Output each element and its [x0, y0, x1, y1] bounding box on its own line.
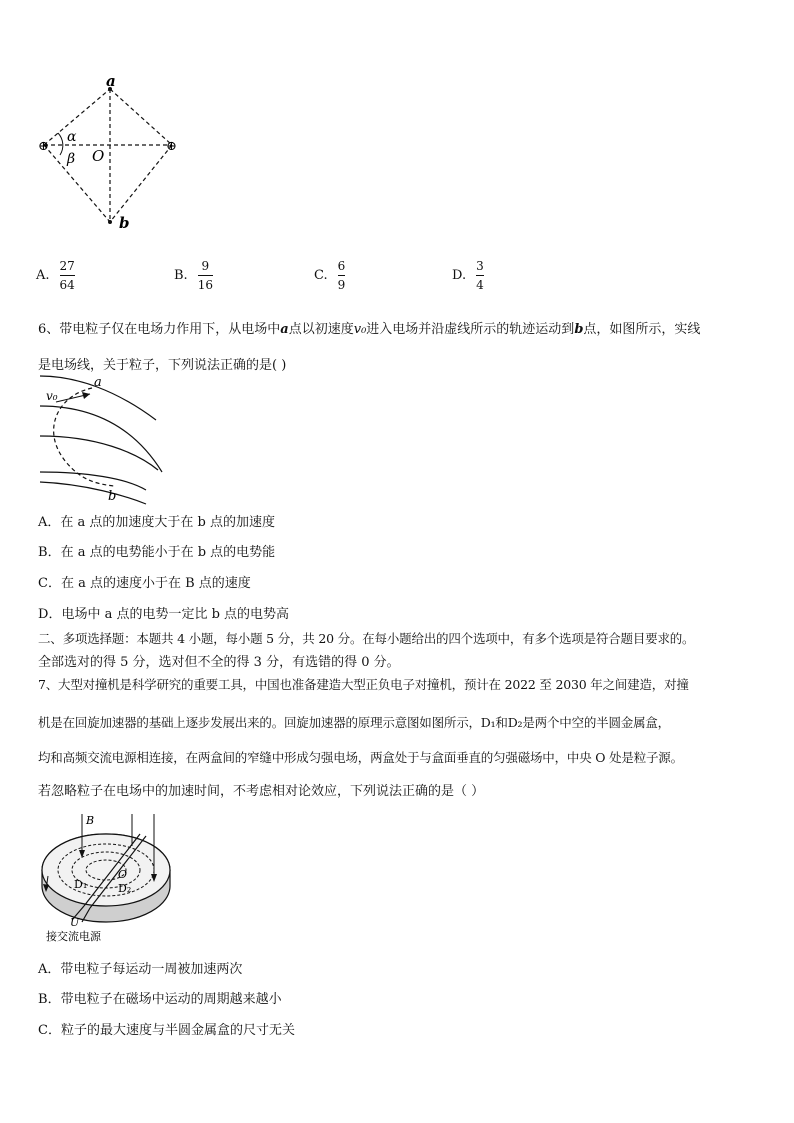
q5-option-d[interactable]: D. $\frac{3}{4}$	[452, 258, 484, 292]
q7-stem-line2: 机是在回旋加速器的基础上逐步发展出来的。回旋加速器的原理示意图如图所示，D₁和D₂是两个中空的半圆金属盒，	[38, 715, 670, 730]
fraction: $\frac{3}{4}$	[476, 258, 484, 292]
q7-stem-line1: 7、大型对撞机是科学研究的重要工具，中国也准备建造大型正负电子对撞机，预计在 2022 至 2030 年之间建造，对撞	[38, 677, 689, 692]
label-B: B	[86, 814, 95, 827]
label-o: O	[92, 147, 105, 165]
fraction: $\frac{27}{64}$	[59, 258, 75, 292]
label-O: O	[118, 868, 128, 881]
fraction: $\frac{9}{16}$	[197, 258, 213, 292]
q6-option-d[interactable]: D．电场中 a 点的电势一定比 b 点的电势高	[38, 607, 290, 622]
label-D1: D₁	[74, 878, 88, 891]
q5-option-c[interactable]: C. $\frac{6}{9}$	[314, 258, 346, 292]
label-beta: β	[67, 151, 76, 167]
q6-option-b[interactable]: B．在 a 点的电势能小于在 b 点的电势能	[38, 545, 276, 560]
section-heading-line1: 二、多项选择题：本题共 4 小题，每小题 5 分，共 20 分。在每小题给出的四个选项中，有多个选项是符合题目要求的。	[38, 631, 695, 646]
q5-options	[36, 255, 516, 295]
figure-caption: 接交流电源	[46, 930, 101, 943]
label-a: a	[106, 75, 116, 90]
section-heading-line2: 全部选对的得 5 分，选对但不全的得 3 分，有选错的得 0 分。	[38, 655, 400, 670]
q6-stem-line2: 是电场线，关于粒子，下列说法正确的是( )	[38, 358, 287, 373]
label-v0: v₀	[46, 389, 58, 403]
q5-option-a[interactable]: A. $\frac{27}{64}$	[36, 258, 75, 292]
q5-option-b[interactable]: B. $\frac{9}{16}$	[174, 258, 213, 292]
charge-left: ⊕	[38, 139, 49, 154]
label-D2: D₂	[118, 882, 132, 895]
charge-right: ⊕	[166, 139, 177, 154]
q7-option-b[interactable]: B．带电粒子在磁场中运动的周期越来越小	[38, 992, 282, 1007]
q7-stem-line3: 均和高频交流电源相连接，在两盒间的窄缝中形成匀强电场，两盒处于与盒面垂直的匀强磁场中，中央 O 处是粒子源。	[38, 750, 683, 765]
label-b: b	[119, 214, 130, 232]
fraction: $\frac{6}{9}$	[337, 258, 346, 292]
q7-option-c[interactable]: C．粒子的最大速度与半圆金属盒的尺寸无关	[38, 1023, 295, 1038]
field-lines-figure	[36, 372, 166, 506]
q7-stem-line4: 若忽略粒子在电场中的加速时间，不考虑相对论效应，下列说法正确的是（ ）	[38, 784, 485, 799]
rhombus-figure	[30, 75, 200, 240]
label-b: b	[108, 489, 117, 504]
cyclotron-figure	[36, 810, 186, 946]
label-alpha: α	[67, 129, 77, 145]
q6-option-a[interactable]: A．在 a 点的加速度大于在 b 点的加速度	[38, 515, 275, 530]
label-U: U	[70, 916, 80, 929]
label-a: a	[94, 375, 102, 390]
q6-option-c[interactable]: C．在 a 点的速度小于在 B 点的速度	[38, 576, 251, 591]
q6-stem-line1: 6、带电粒子仅在电场力作用下，从电场中a点以初速度v₀进入电场并沿虚线所示的轨迹运动到b点，如图所示，实线	[38, 322, 701, 337]
q7-option-a[interactable]: A．带电粒子每运动一周被加速两次	[38, 962, 243, 977]
